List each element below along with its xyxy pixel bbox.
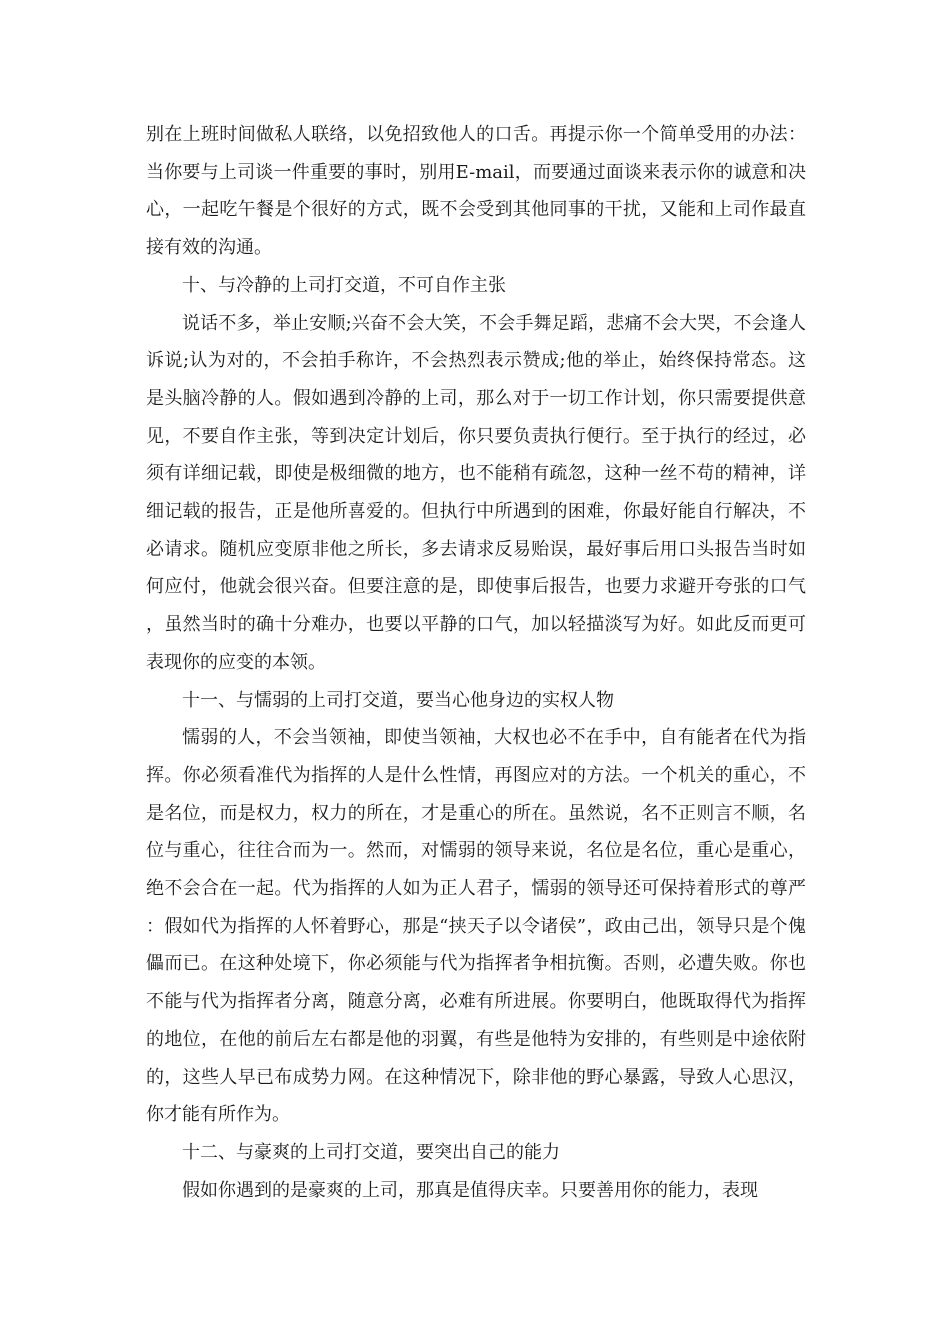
paragraph-bold-boss: 假如你遇到的是豪爽的上司，那真是值得庆幸。只要善用你的能力，表现 (182, 1179, 758, 1201)
paragraph-weak-boss: 懦弱的人，不会当领袖，即使当领袖，大权也必不在手中，自有能者在代为指挥。你必须看准代为指挥的人是什么性情，再图应对的方法。一个机关的重心，不是名位，而是权力，权力的所在，才是重心的所在。虽然说，名不正则言不顺，名位与重心，往往合而为一。然而，对懦弱的领导来说，名位是名位，重心是重心，绝不会合在一起。代为指挥的人如为正人君子，懦弱的领导还可保持着形式的尊严：假如代为指挥的人怀着野心，那是“挟天子以令诸侯”，政由己出，领导只是个傀儡而已。在这种处境下，你必须能与代为指挥者争相抗衡。否则，必遭失败。你也不能与代为指挥者分离，随意分离，必难有所进展。你要明白，他既取得代为指挥的地位，在他的前后左右都是他的羽翼，有些是他特为安排的，有些则是中途依附的，这些人早已布成势力网。在这种情况下，除非他的野心暴露，导致人心思汉，你才能有所作为。 (146, 727, 806, 1126)
paragraph-calm-boss: 说话不多，举止安顺;兴奋不会大笑，不会手舞足蹈，悲痛不会大哭，不会逢人诉说;认为对的，不会拍手称许，不会热烈表示赞成;他的举止，始终保持常态。这是头脑冷静的人。假如遇到冷静的上司，那么对于一切工作计划，你只需要提供意见，不要自作主张，等到决定计划后，你只要负责执行便行。至于执行的经过，必须有详细记载，即使是极细微的地方，也不能稍有疏忽，这种一丝不苟的精神，详细记载的报告，正是他所喜爱的。但执行中所遇到的困难，你最好能自行解决，不必请求。随机应变原非他之所长，多去请求反易贻误，最好事后用口头报告当时如何应付，他就会很兴奋。但要注意的是，即使事后报告，也要力求避开夸张的口气，虽然当时的确十分难办，也要以平静的口气，加以轻描淡写为好。如此反而更可表现你的应变的本领。 (146, 312, 806, 673)
paragraph-continuation: 别在上班时间做私人联络，以免招致他人的口舌。再提示你一个简单受用的办法：当你要与上司谈一件重要的事时，别用E-mail，而要通过面谈来表示你的诚意和决心，一起吃午餐是个很好的方式，既不会受到其他同事的干扰，又能和上司作最直接有效的沟通。 (146, 124, 806, 259)
section-heading-11: 十一、与懦弱的上司打交道，要当心他身边的实权人物 (182, 689, 614, 711)
document-page (146, 116, 806, 1209)
section-heading-12: 十二、与豪爽的上司打交道，要突出自己的能力 (182, 1141, 560, 1163)
section-heading-10: 十、与冷静的上司打交道，不可自作主张 (182, 274, 506, 296)
